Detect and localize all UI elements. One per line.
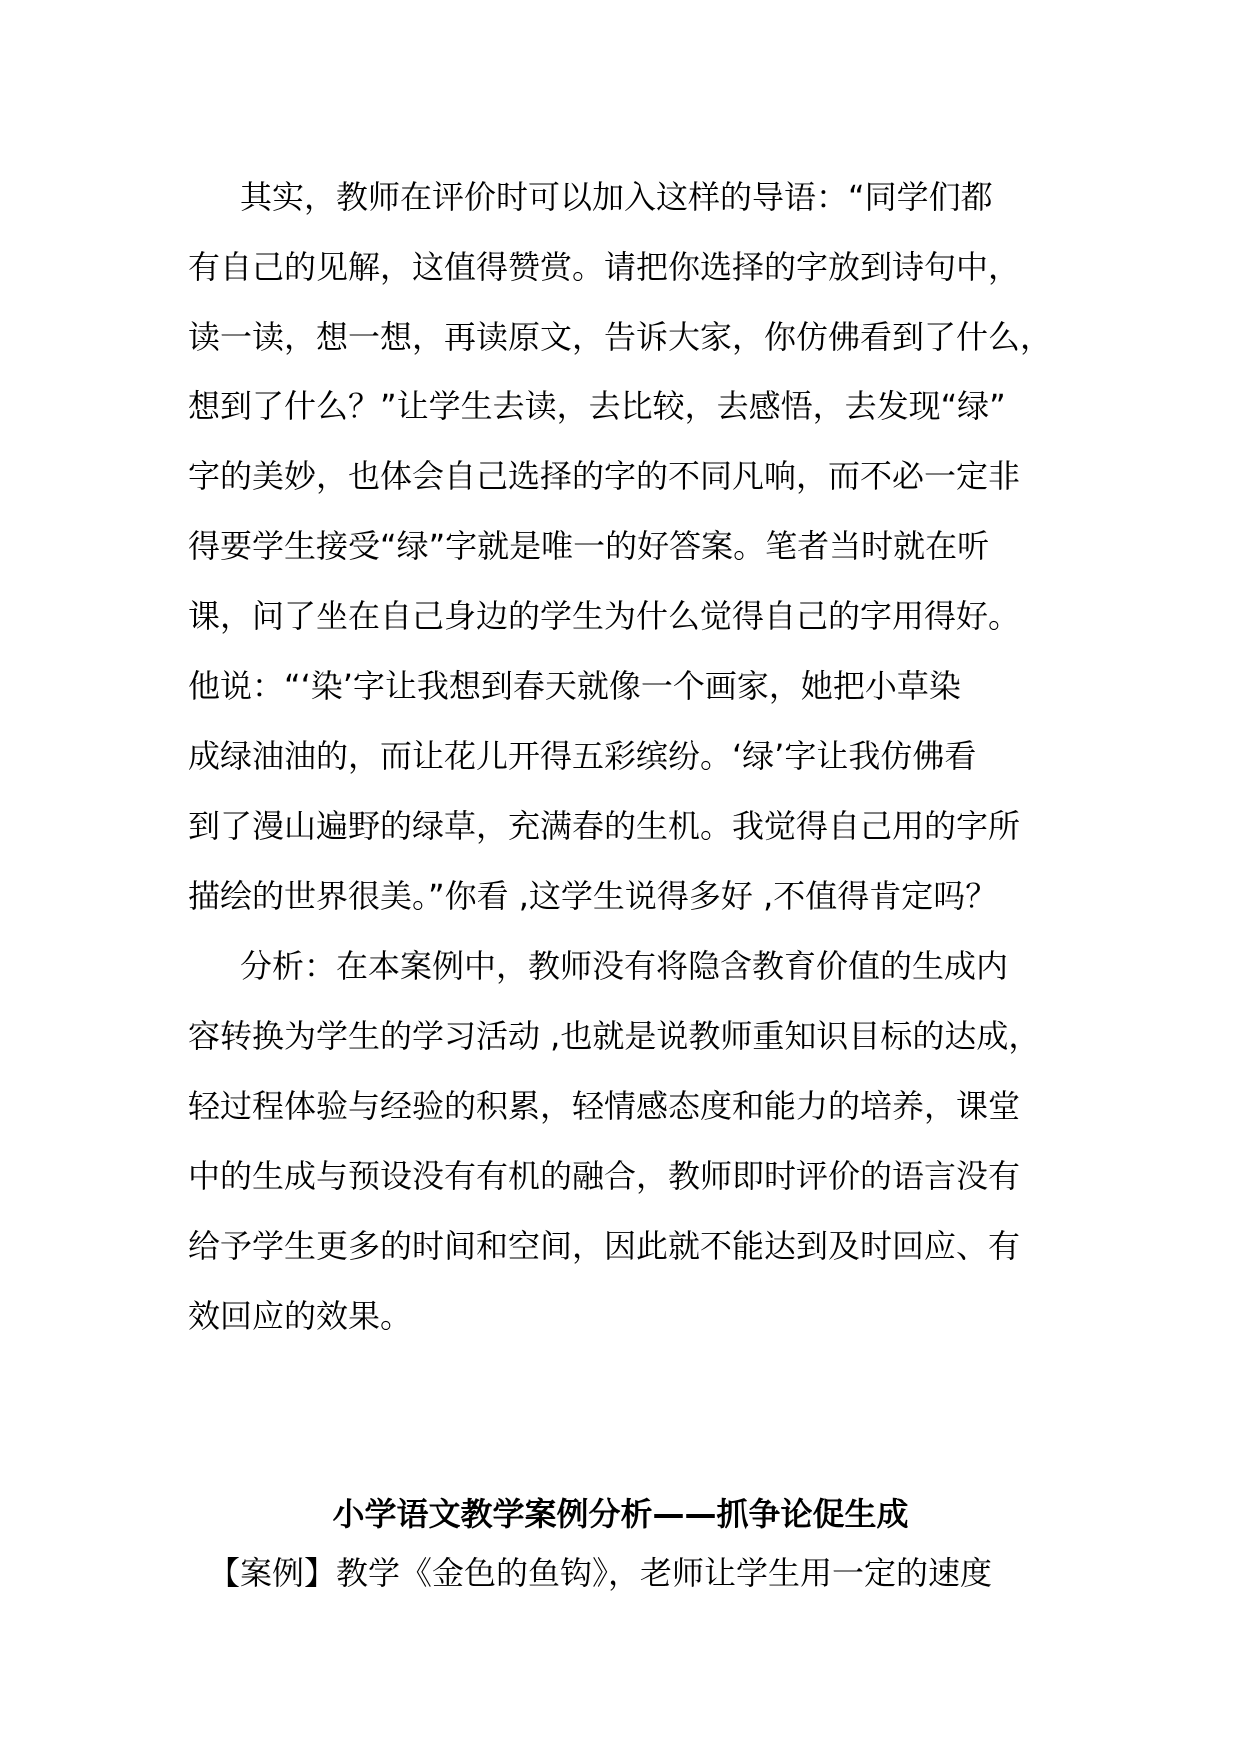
paragraph-line: 成绿油油的，而让花儿开得五彩缤纷。‘绿’字让我仿佛看 [188,737,977,775]
paragraph-line: 容转换为学生的学习活动 ,也就是说教师重知识目标的达成， [188,1017,1041,1055]
paragraph-line: 得要学生接受“绿”字就是唯一的好答案。笔者当时就在听 [188,527,990,565]
paragraph-line: 其实，教师在评价时可以加入这样的导语：“同学们都 [240,178,993,216]
paragraph-line: 有自己的见解，这值得赞赏。请把你选择的字放到诗句中， [188,248,1021,286]
paragraph-line: 他说：“‘染’字让我想到春天就像一个画家，她把小草染 [188,667,961,705]
paragraph-line: 分析：在本案例中，教师没有将隐含教育价值的生成内 [240,947,1009,985]
paragraph-line: 到了漫山遍野的绿草，充满春的生机。我觉得自己用的字所 [188,807,1021,845]
section-title: 小学语文教学案例分析——抓争论促生成 [332,1495,909,1533]
paragraph-line: 想到了什么？”让学生去读，去比较，去感悟，去发现“绿” [188,387,1006,425]
paragraph-line: 给予学生更多的时间和空间，因此就不能达到及时回应、有 [188,1227,1021,1265]
paragraph-line: 中的生成与预设没有有机的融合，教师即时评价的语言没有 [188,1157,1021,1195]
case-intro-line: 【案例】教学《金色的鱼钩》，老师让学生用一定的速度 [208,1554,993,1592]
paragraph-line: 课，问了坐在自己身边的学生为什么觉得自己的字用得好。 [188,597,1021,635]
paragraph-line: 字的美妙，也体会自己选择的字的不同凡响，而不必一定非 [188,457,1021,495]
paragraph-line: 效回应的效果。 [188,1297,413,1335]
paragraph-line: 轻过程体验与经验的积累，轻情感态度和能力的培养，课堂 [188,1087,1021,1125]
paragraph-line: 描绘的世界很美。”你看 ,这学生说得多好 ,不值得肯定吗？ [188,877,998,915]
paragraph-line: 读一读，想一想，再读原文，告诉大家，你仿佛看到了什么， [188,318,1053,356]
